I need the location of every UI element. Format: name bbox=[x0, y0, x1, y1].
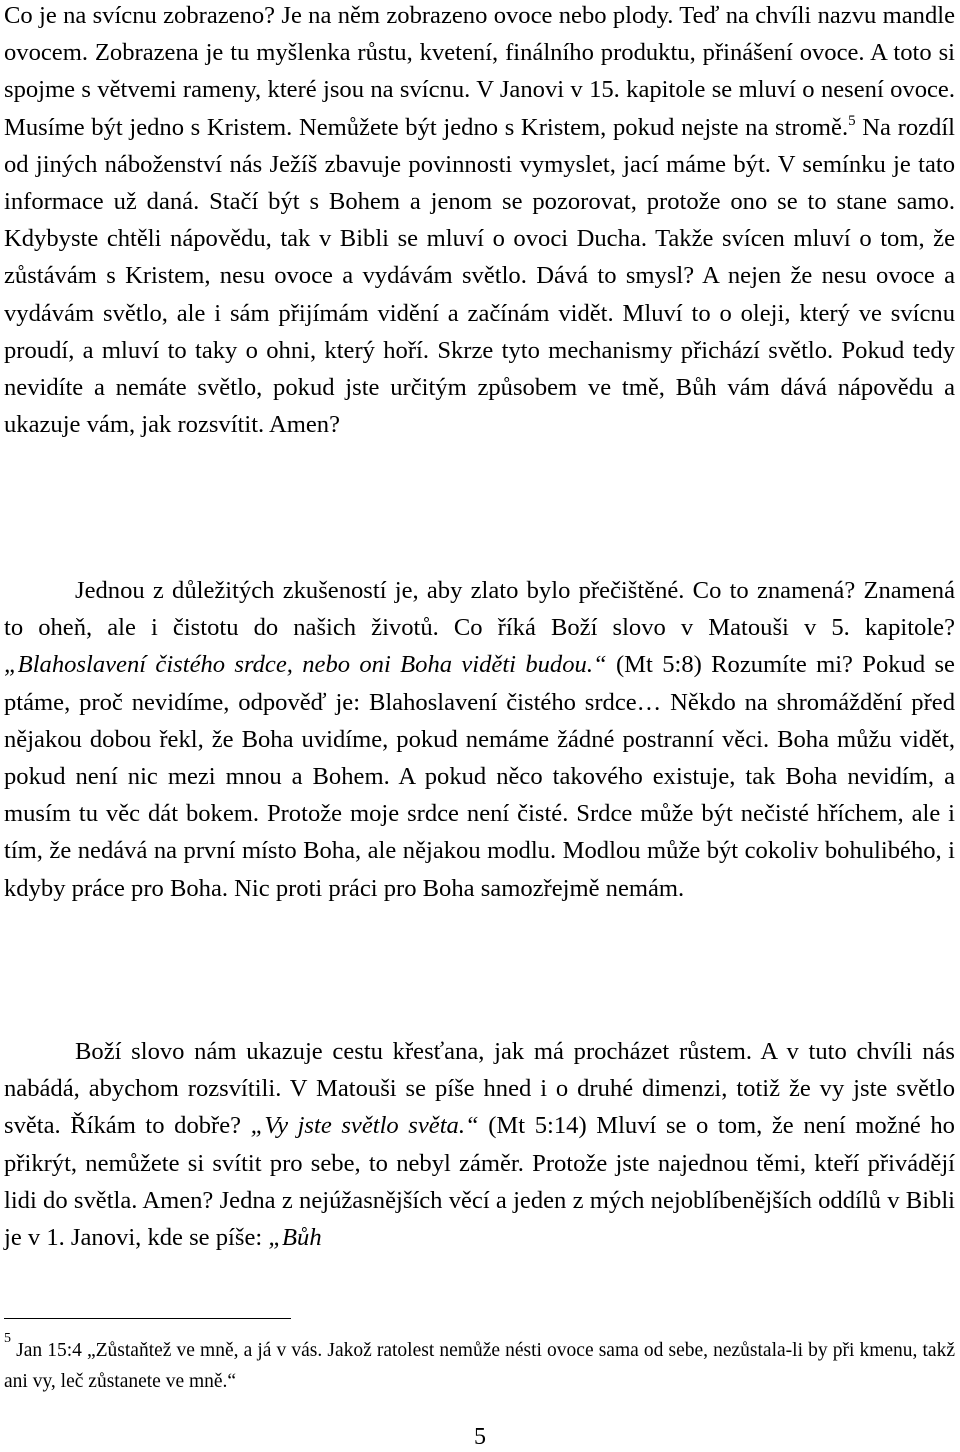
footnote-number: 5 bbox=[4, 1331, 11, 1346]
footnote bbox=[4, 1331, 955, 1397]
footnote-separator bbox=[4, 1318, 291, 1319]
paragraph-3 bbox=[4, 1033, 955, 1256]
paragraph-3-text-a: Boží slovo nám ukazuje cestu křesťana, jak má procházet růstem. A v tuto chvíli nás nabádá, abychom rozsvítili. V Matouši se píše hned i o druhé dimenzi, totiž že vy jste světlo světa. Říkám to dobře? bbox=[4, 1038, 955, 1140]
page-number: 5 bbox=[474, 1424, 486, 1450]
paragraph-2-quote: „Blahoslavení čistého srdce, nebo oni Boha viděti budou.“ bbox=[4, 651, 607, 679]
paragraph-2-text-a: Jednou z důležitých zkušeností je, aby zlato bylo přečištěné. Co to znamená? Znamená to oheň, ale i čistotu do našich životů. Co říká Boží slovo v Matouši v 5. kapitole? bbox=[4, 577, 955, 642]
paragraph-2-text-b: (Mt 5:8) Rozumíte mi? Pokud se ptáme, proč nevidíme, odpověď je: Blahoslavení čistého srdce… Někdo na shromáždění před nějakou dobou řekl, že Boha uvidíme, pokud nemáme žádné postranní věci. Boha můžu vidět, pokud není nic mezi mnou a Bohem. A pokud něco takového existuje, tak Boha nevidím, a musím tu věc dát bokem. Protože moje srdce není čisté. Srdce může být nečisté hříchem, ale i tím, že nedává na první místo Boha, ale nějakou modlu. Modlou může být cokoliv bohulibého, i kdyby práce pro Boha. Nic proti práci pro Boha samozřejmě nemám. bbox=[4, 651, 955, 902]
paragraph-3-text-b: (Mt 5:14) Mluví se o tom, že není možné ho přikrýt, nemůžete si svítit pro sebe, to nebyl záměr. Protože jste najednou těmi, kteří přivádějí lidi do světla. Amen? Jedna z nejúžasnějších věcí a jeden z mých nejoblíbenějších oddílů v Bibli je v 1. Janovi, kde se píše: bbox=[4, 1112, 955, 1252]
paragraph-3-quote-start: „Bůh bbox=[268, 1224, 322, 1252]
paragraph-2 bbox=[4, 572, 955, 907]
paragraph-3-quote: „Vy jste světlo světa.“ bbox=[250, 1112, 479, 1140]
paragraph-1 bbox=[4, 0, 955, 443]
footnote-text: Jan 15:4 „Zůstaňtež ve mně, a já v vás. Jakož ratolest nemůže nésti ovoce sama od sebe, nezůstala-li by při kmenu, takž ani vy, leč zůstanete ve mně.“ bbox=[4, 1340, 955, 1392]
paragraph-1-text-a: Co je na svícnu zobrazeno? Je na něm zobrazeno ovoce nebo plody. Teď na chvíli nazvu mandle ovocem. Zobrazena je tu myšlenka růstu, kvetení, finálního produktu, přinášení ovoce. A toto si spojme s větvemi rameny, které jsou na svícnu. V Janovi v 15. kapitole se mluví o nesení ovoce. Musíme být jedno s Kristem. Nemůžete být jedno s Kristem, pokud nejste na stromě. bbox=[4, 2, 955, 141]
paragraph-1-text-b: Na rozdíl od jiných náboženství nás Ježíš zbavuje povinnosti vymyslet, jací máme být. V semínku je tato informace už daná. Stačí být s Bohem a jenom se pozorovat, protože ono se to stane samo. Kdybyste chtěli nápovědu, tak v Bibli se mluví o ovoci Ducha. Takže svícen mluví o tom, že zůstávám s Kristem, nesu ovoce a vydávám světlo. Dává to smysl? A nejen že nesu ovoce a vydávám světlo, ale i sám přijímám vidění a začínám vidět. Mluví to o oleji, který ve svícnu proudí, a mluví to taky o ohni, který hoří. Skrze tyto mechanismy přichází světlo. Pokud tedy nevidíte a nemáte světlo, pokud jste určitým způsobem ve tmě, Bůh vám dává nápovědu a ukazuje vám, jak rozsvítit. Amen? bbox=[4, 113, 955, 439]
footnote-reference[interactable]: 5 bbox=[848, 112, 856, 129]
